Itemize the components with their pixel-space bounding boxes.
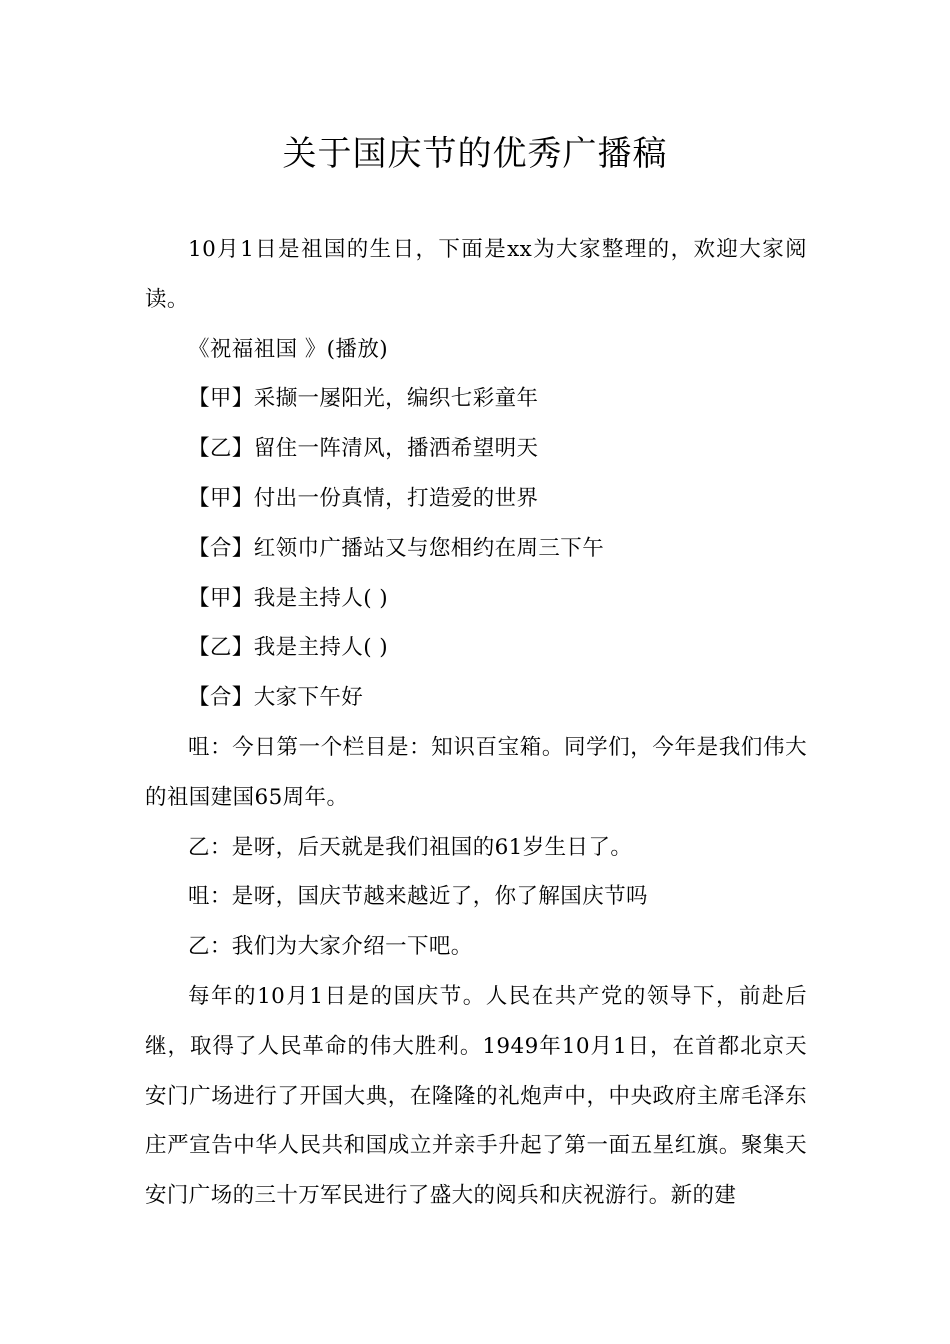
document-body — [145, 225, 807, 1221]
paragraph-dialogue: 乙：是呀，后天就是我们祖国的61岁生日了。 — [188, 834, 633, 860]
paragraph-dialogue: 咀：是呀，国庆节越来越近了，你了解国庆节吗 — [188, 884, 648, 910]
paragraph-line: 【合】大家下午好 — [188, 685, 364, 711]
paragraph-dialogue: 乙：我们为大家介绍一下吧。 — [188, 934, 473, 960]
paragraph-line: 【乙】留住一阵清风，播洒希望明天 — [188, 436, 539, 462]
paragraph-intro: 10月1日是祖国的生日，下面是xx为大家整理的，欢迎大家阅读。 — [145, 237, 807, 312]
paragraph-line: 【乙】我是主持人( ) — [188, 635, 389, 661]
paragraph-line: 【甲】付出一份真情，打造爱的世界 — [188, 485, 539, 511]
paragraph-line: 【甲】我是主持人( ) — [188, 585, 389, 611]
paragraph-line: 【甲】采撷一屡阳光，编织七彩童年 — [188, 386, 539, 412]
document-title: 关于国庆节的优秀广播稿 — [282, 134, 668, 174]
paragraph-line: 【合】红领巾广播站又与您相约在周三下午 — [188, 535, 605, 561]
paragraph-dialogue: 咀：今日第一个栏目是：知识百宝箱。同学们，今年是我们伟大的祖国建国65周年。 — [145, 734, 807, 810]
paragraph-song: 《祝福祖国 》(播放) — [188, 336, 389, 362]
paragraph-history: 每年的10月1日是的国庆节。人民在共产党的领导下，前赴后继，取得了人民革命的伟大胜利。1949年10月1日，在首都北京天安门广场进行了开国大典，在隆隆的礼炮声中，中央政府主席毛泽东庄严宣告中华人民共和国成立并亲手升起了第一面五星红旗。聚集天安门广场的三十万军民进行了盛大的阅兵和庆祝游行。新的建 — [145, 983, 807, 1209]
